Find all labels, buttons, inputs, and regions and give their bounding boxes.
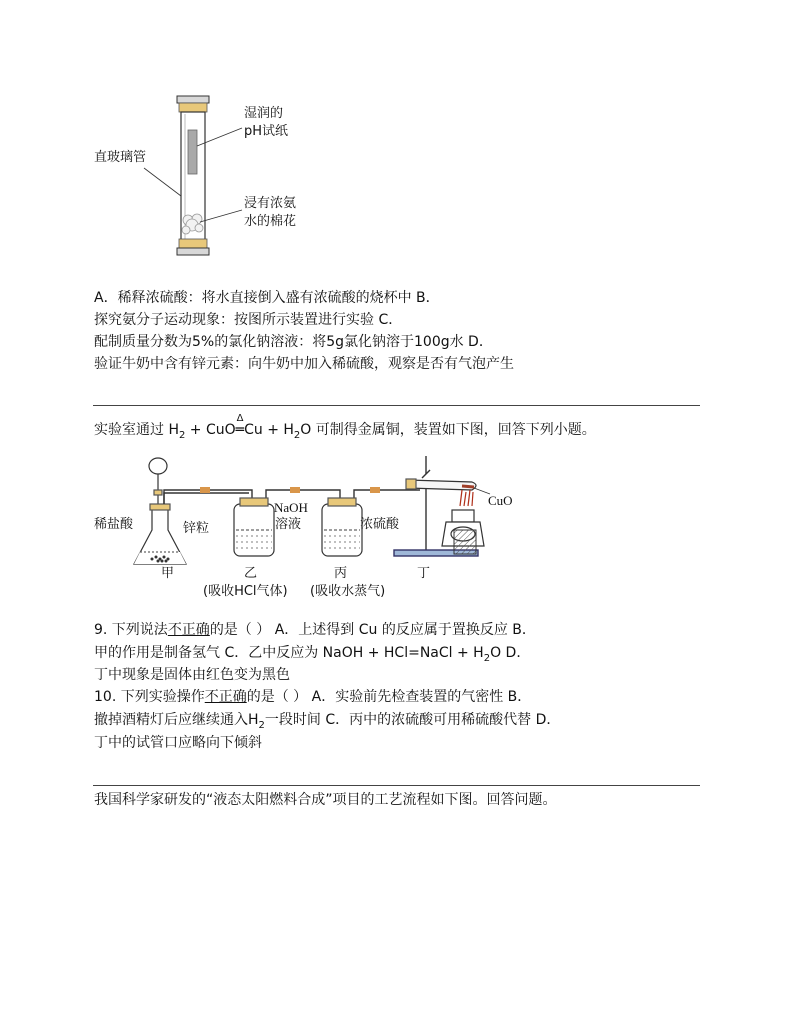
label-glass-tube: 直玻璃管 (94, 150, 147, 165)
label-yi: 乙 (244, 566, 258, 581)
section-divider-2 (93, 785, 700, 786)
tube-bottom-stopper (179, 239, 207, 248)
tube-top-cap (177, 96, 209, 103)
test-tube-cuo (406, 479, 490, 494)
tube-bottom-cap (177, 248, 209, 255)
prev-option-line-1: A．稀释浓硫酸：将水直接倒入盛有浓硫酸的烧杯中 B． (94, 290, 440, 306)
q10-line-2: 撤掉酒精灯后应继续通入$H_2$一段时间 C．丙中的浓硫酸可用稀硫酸代替 D． (94, 712, 561, 731)
support-block (454, 530, 476, 554)
label-cotton-2: 水的棉花 (244, 214, 297, 229)
bottle-yi (234, 498, 274, 556)
prev-option-line-3: 配制质量分数为5%的氯化钠溶液：将5g氯化钠溶于100g水 D． (94, 334, 493, 350)
label-absorb-hcl: (吸收HCl气体) (203, 584, 288, 599)
figure-apparatus (90, 450, 530, 605)
section-divider-1 (93, 405, 700, 406)
label-cotton-1: 浸有浓氨 (244, 196, 297, 211)
label-naoh-solution: 溶液 (275, 517, 302, 532)
label-wet-paper-1: 湿润的 (244, 106, 284, 121)
cotton-ball (182, 214, 203, 234)
label-conc-h2so4: 浓硫酸 (360, 517, 400, 532)
q10-line-3: 丁中的试管口应略向下倾斜 (94, 735, 262, 751)
label-naoh: NaOH (274, 500, 308, 515)
label-absorb-water: (吸收水蒸气) (310, 584, 386, 599)
prev-option-line-4: 验证牛奶中含有锌元素：向牛奶中加入稀硫酸，观察是否有气泡产生 (94, 356, 514, 372)
flame (460, 490, 473, 506)
q9-stem: 9. 下列说法不正确的是（ ） A．上述得到 Cu 的反应属于置换反应 B． (94, 622, 536, 638)
ph-paper (188, 130, 197, 174)
label-bing: 丙 (334, 566, 348, 581)
flask-jia (134, 504, 186, 564)
connecting-tubes (164, 486, 468, 538)
label-dilute-hcl: 稀盐酸 (94, 517, 134, 532)
bottle-bing (322, 498, 362, 556)
intro-sentence: 实验室通过 $H_2$ + CuO Δ ═Cu + $H_2O$ 可制得金属铜，装置如下图，回答下列小题。 (94, 413, 596, 441)
label-cuo: CuO (488, 493, 513, 508)
label-wet-paper-2: pH试纸 (244, 124, 289, 139)
label-zinc: 锌粒 (183, 521, 210, 536)
tube-top-stopper (179, 103, 207, 112)
label-jia: 甲 (161, 566, 175, 581)
q9-line-2: 甲的作用是制备氢气 C．乙中反应为 NaOH + HCl=NaCl + $H_2O$ D． (94, 645, 531, 664)
label-ding: 丁 (417, 566, 431, 581)
prev-option-line-2: 探究氨分子运动现象：按图所示装置进行实验 C． (94, 312, 403, 328)
q9-line-3: 丁中现象是固体由红色变为黑色 (94, 667, 290, 683)
heat-condition: Δ ═ (235, 413, 245, 438)
q10-stem: 10. 下列实验操作不正确的是（ ） A．实验前先检查装置的气密性 B． (94, 689, 532, 705)
next-question-intro: 我国科学家研发的“液态太阳燃料合成”项目的工艺流程如下图。回答问题。 (94, 792, 557, 808)
